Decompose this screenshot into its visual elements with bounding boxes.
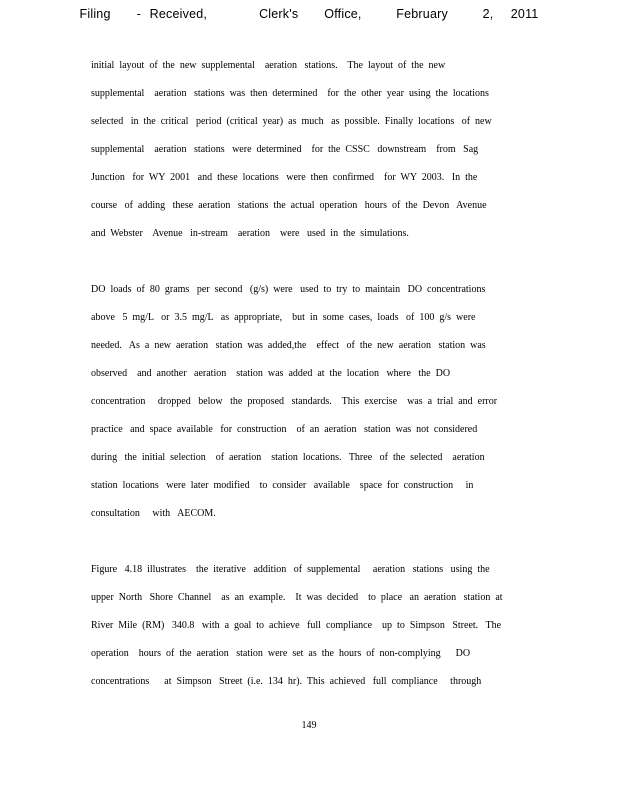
paragraph-2	[91, 280, 521, 532]
text-line: Junction for WY 2001 and these locations were then confirmed for WY 2003. In the	[91, 172, 478, 183]
text-line: initial layout of the new supplemental aeration stations. The layout of the new	[91, 60, 446, 71]
text-line: selected in the critical period (critical year) as much as possible. Finally locations of new	[91, 116, 492, 127]
paragraph-gap	[91, 532, 521, 560]
text-line: upper North Shore Channel as an example. It was decided to place an aeration station at	[91, 592, 503, 603]
text-line: needed. As a new aeration station was added,the effect of the new aeration station was	[91, 340, 486, 351]
paragraph-1	[91, 56, 521, 252]
page-number: 149	[301, 720, 317, 731]
text-line: observed and another aeration station was added at the location where the DO	[91, 368, 451, 379]
text-line: concentrations at Simpson Street (i.e. 134 hr). This achieved full compliance through	[91, 676, 482, 687]
text-line: and Webster Avenue in-stream aeration were used in the simulations.	[91, 228, 409, 239]
text-line: consultation with AECOM.	[91, 508, 216, 519]
text-line: River Mile (RM) 340.8 with a goal to achieve full compliance up to Simpson Street. The	[91, 620, 502, 631]
text-line: practice and space available for construction of an aeration station was not considered	[91, 424, 478, 435]
text-line: supplemental aeration stations were determined for the CSSC downstream from Sag	[91, 144, 479, 155]
text-line: station locations were later modified to consider available space for construction in	[91, 480, 474, 491]
text-line: Figure 4.18 illustrates the iterative addition of supplemental aeration stations using the	[91, 564, 490, 575]
text-line: concentration dropped below the proposed standards. This exercise was a trial and error	[91, 396, 498, 407]
filing-stamp-header: Filing - Received, Clerk's Office, February 2, 2011	[79, 7, 539, 21]
text-line: operation hours of the aeration station were set as the hours of non-complying DO	[91, 648, 471, 659]
text-line: course of adding these aeration stations the actual operation hours of the Devon Avenue	[91, 200, 487, 211]
paragraph-gap	[91, 252, 521, 280]
text-line: during the initial selection of aeration station locations. Three of the selected aeration	[91, 452, 485, 463]
text-line: above 5 mg/L or 3.5 mg/L as appropriate, but in some cases, loads of 100 g/s were	[91, 312, 476, 323]
paragraph-3	[91, 560, 521, 700]
text-line: supplemental aeration stations was then determined for the other year using the locations	[91, 88, 489, 99]
body-text	[91, 56, 521, 700]
text-line: DO loads of 80 grams per second (g/s) were used to try to maintain DO concentrations	[91, 284, 486, 295]
